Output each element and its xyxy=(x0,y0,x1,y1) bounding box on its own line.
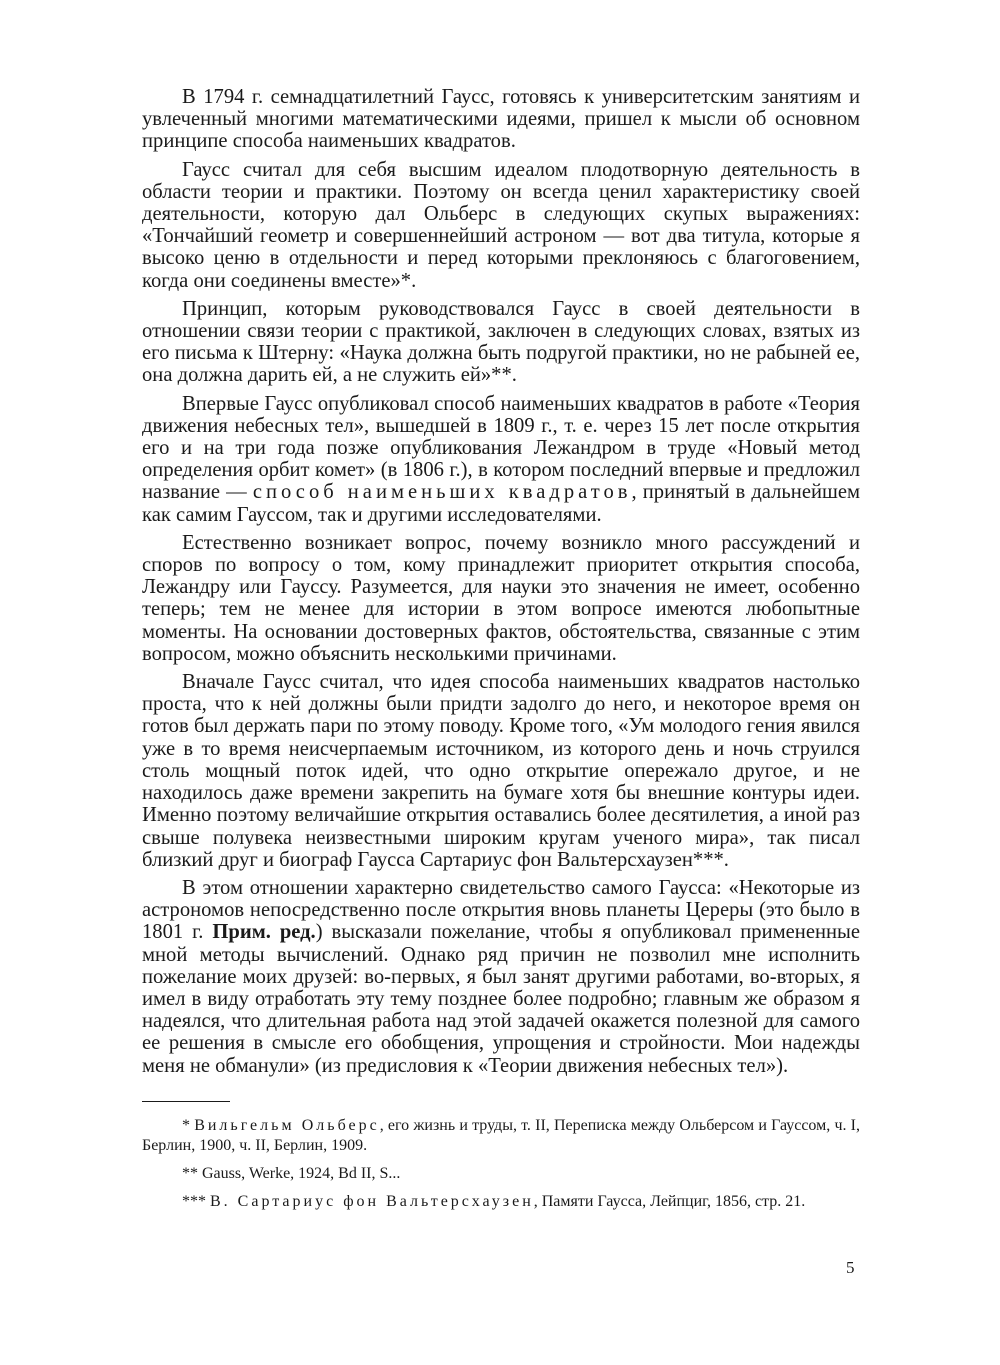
footnote-3 xyxy=(142,1192,860,1212)
editor-note: Прим. ред. xyxy=(212,921,316,944)
footnote-1-marker: * xyxy=(182,1116,195,1134)
footnote-1 xyxy=(142,1116,860,1156)
paragraph-2: Гаусс считал для себя высшим идеалом плодотворную деятельность в области теории и практики. Поэтому он всегда ценил характеристику своей деятельности, которую дал Ольберс в следующих скупых выражениях: «Тончайший геометр и совершеннейший астроном — вот два титула, которые я высоко ценю в отдельности и перед которыми преклоняюсь с благоговением, когда они соединены вместе»*. xyxy=(142,158,860,292)
paragraph-4-text-after: , принятый в дальнейшем как самим Гауссом, так и другими исследователями. xyxy=(142,481,861,526)
footnote-2-text: Gauss, Werke, 1924, Bd II, S... xyxy=(202,1164,401,1182)
page-number: 5 xyxy=(846,1258,855,1277)
paragraph-6: Вначале Гаусс считал, что идея способа наименьших квадратов настолько проста, что к ней должны были придти задолго до него, и некоторое время он готов был держать пари по этому поводу. Кроме того, «Ум молодого гения явился уже в то время неисчерпаемым источником, из которого день и ночь струился столь мощный поток идей, что одно открытие опережало другое, и не находилось даже времени закрепить на бумаге хотя бы внешние контуры идеи. Именно поэтому величайшие открытия оставались более десятилетия, а иной раз свыше полувека неизвестными широким кругам ученого мира», так писал близкий друг и биограф Гаусса Сартариус фон Вальтерсхаузен***. xyxy=(142,671,860,871)
footnote-2-marker: ** xyxy=(182,1164,202,1182)
footnote-1-text: , его жизнь и труды, т. II, Переписка между Ольберсом и Гауссом, ч. I, Берлин, 1900, ч. II, Берлин, 1909. xyxy=(142,1116,861,1154)
paragraph-3: Принцип, которым руководствовался Гаусс в своей деятельности в отношении связи теории с практикой, заключен в следующих словах, взятых из его письма к Штерну: «Наука должна быть подругой практики, но не рабыней ее, она должна дарить ей, а не служить ей»**. xyxy=(142,297,860,387)
paragraph-4-text-before: Впервые Гаусс опубликовал способ наименьших квадратов в работе «Теория движения небесных тел», вышедшей в 1809 г., т. е. через 15 лет после открытия его и на три года позже опубликования Лежандром в труде «Новый метод определения орбит комет» (в 1806 г.), в котором последний впервые и предложил название — xyxy=(142,392,860,504)
footnote-3-author: В. Сартариус фон Вальтерсхаузен xyxy=(210,1192,534,1210)
paragraph-7-text-after: ) высказали пожелание, чтобы я опубликовал примененные мной методы вычислений. Однако ряд причин не позволил мне исполнить пожелание моих друзей: во-первых, я был занят другими работами, во-вторых, я имел в виду отработать эту тему позднее более подробно; главным же образом я надеялся, что длительная работа над этой задачей окажется полезной для самого ее решения в смысле его обобщения, упрощения и стройности. Мои надежды меня не обманули» (из предисловия к «Теории движения небесных тел»). xyxy=(142,921,860,1077)
footnote-3-marker: *** xyxy=(182,1192,210,1210)
paragraph-7 xyxy=(142,877,860,1077)
footnote-1-author: Вильгельм Ольберс xyxy=(194,1116,380,1134)
footnote-2 xyxy=(142,1164,860,1184)
paragraph-4 xyxy=(142,393,860,526)
paragraph-4-spaced-term: способ наименьших квадратов xyxy=(252,481,632,504)
paragraph-7-text-before: В этом отношении характерно свидетельство самого Гаусса: «Некоторые из астрономов непосредственно после открытия вновь планеты Цереры (это было в 1801 г. xyxy=(142,876,860,944)
footnote-3-text: , Памяти Гаусса, Лейпциг, 1856, стр. 21. xyxy=(533,1192,806,1210)
page-body xyxy=(142,86,860,1220)
footnote-divider xyxy=(142,1101,230,1102)
paragraph-5: Естественно возникает вопрос, почему возникло много рассуждений и споров по вопросу о том, кому принадлежит приоритет открытия способа, Лежандру или Гауссу. Разумеется, для науки это значения не имеет, особенно теперь; тем не менее для истории в этом вопросе имеются любопытные моменты. На основании достоверных фактов, обстоятельства, связанные с этим вопросом, можно объяснить несколькими причинами. xyxy=(142,531,860,665)
paragraph-1: В 1794 г. семнадцатилетний Гаусс, готовясь к университетским занятиям и увлеченный многими математическими идеями, пришел к мысли об основном принципе способа наименьших квадратов. xyxy=(142,86,860,153)
